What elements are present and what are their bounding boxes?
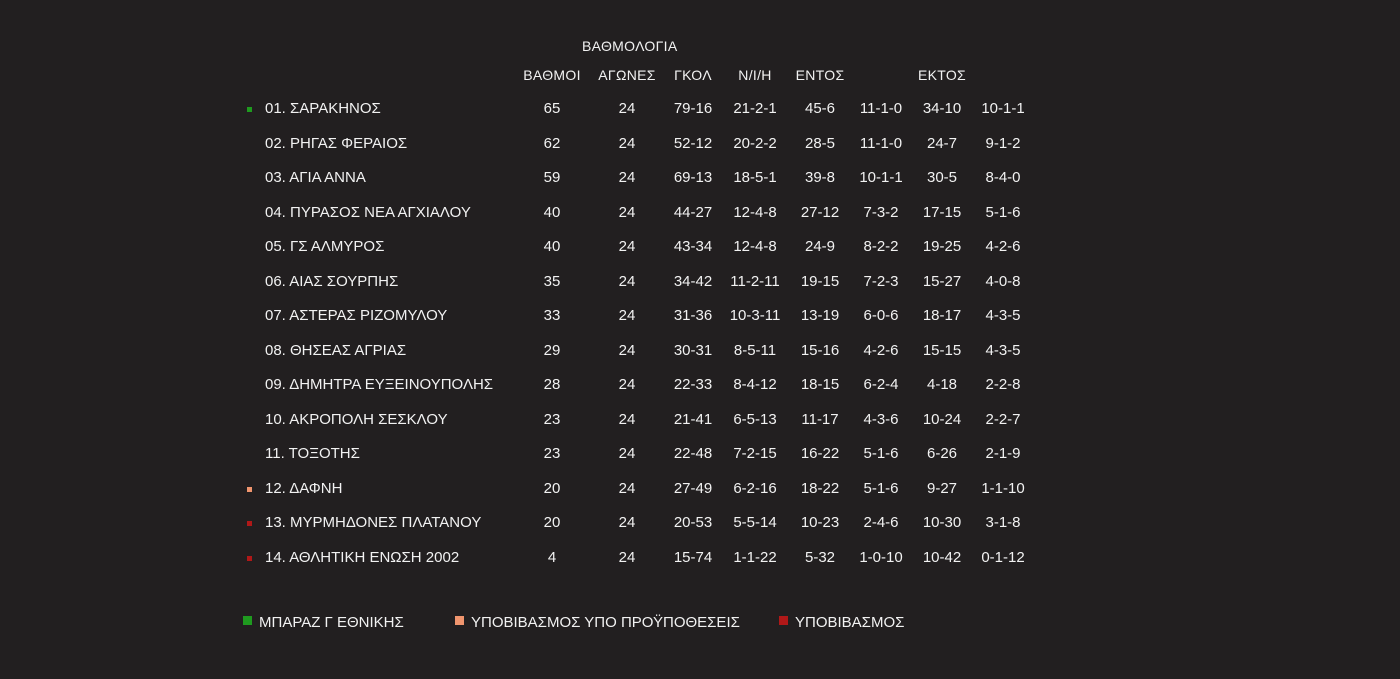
header-points: ΒΑΘΜΟΙ — [523, 67, 581, 83]
cell-points: 35 — [543, 272, 561, 290]
cell-team: 08. ΘΗΣΕΑΣ ΑΓΡΙΑΣ — [265, 341, 407, 359]
cell-home-wdl: 10-1-1 — [859, 169, 903, 186]
cell-team: 11. ΤΟΞΟΤΗΣ — [265, 445, 360, 462]
cell-points: 20 — [543, 514, 561, 531]
header-goals: ΓΚΟΛ — [674, 67, 712, 83]
cell-points: 33 — [543, 307, 561, 324]
cell-wdl: 10-3-11 — [729, 307, 781, 324]
cell-away-wdl: 4-2-6 — [985, 238, 1021, 255]
cell-wdl: 12-4-8 — [733, 203, 777, 221]
cell-away-goals: 34-10 — [922, 100, 962, 117]
table-row — [0, 376, 1400, 396]
cell-games: 24 — [618, 238, 636, 255]
standings-title: ΒΑΘΜΟΛΟΓΙΑ — [582, 38, 678, 54]
cell-away-wdl: 9-1-2 — [985, 134, 1021, 152]
cell-team: 10. ΑΚΡΟΠΟΛΗ ΣΕΣΚΛΟΥ — [265, 410, 448, 428]
cell-wdl: 5-5-14 — [733, 514, 777, 531]
cell-wdl: 7-2-15 — [733, 445, 777, 462]
cell-games: 24 — [618, 410, 636, 428]
cell-away-goals: 10-30 — [922, 514, 962, 531]
cell-away-goals: 15-15 — [922, 341, 962, 359]
cell-away-goals: 30-5 — [926, 169, 958, 186]
table-row — [0, 204, 1400, 224]
cell-team: 13. ΜΥΡΜΗΔΟΝΕΣ ΠΛΑΤΑΝΟΥ — [265, 514, 482, 531]
cell-team: 04. ΠΥΡΑΣΟΣ ΝΕΑ ΑΓΧΙΑΛΟΥ — [265, 203, 471, 221]
cell-home-wdl: 11-1-0 — [859, 134, 903, 152]
table-row — [0, 273, 1400, 293]
cell-goals: 31-36 — [673, 307, 713, 324]
cell-team: 12. ΔΑΦΝΗ — [265, 479, 343, 497]
cell-wdl: 20-2-2 — [733, 134, 777, 152]
cell-goals: 20-53 — [673, 514, 713, 531]
cell-away-goals: 24-7 — [926, 134, 958, 152]
cell-goals: 22-33 — [673, 376, 713, 393]
cell-away-wdl: 2-2-7 — [985, 410, 1021, 428]
table-row — [0, 411, 1400, 431]
cell-goals: 34-42 — [673, 272, 713, 290]
cell-team: 02. ΡΗΓΑΣ ΦΕΡΑΙΟΣ — [265, 134, 408, 152]
cell-points: 62 — [543, 134, 561, 152]
cell-home-wdl: 7-3-2 — [863, 203, 899, 221]
cell-home-wdl: 2-4-6 — [863, 514, 899, 531]
cell-away-goals: 19-25 — [922, 238, 962, 255]
cell-home-wdl: 7-2-3 — [863, 272, 899, 290]
cell-away-wdl: 10-1-1 — [981, 100, 1025, 117]
cell-team: 07. ΑΣΤΕΡΑΣ ΡΙΖΟΜΥΛΟΥ — [265, 307, 448, 324]
cell-away-wdl: 4-3-5 — [985, 307, 1021, 324]
cell-points: 65 — [543, 100, 561, 117]
cell-home-goals: 24-9 — [804, 238, 836, 255]
cell-games: 24 — [618, 203, 636, 221]
cell-home-goals: 19-15 — [800, 272, 840, 290]
cell-home-wdl: 6-0-6 — [863, 307, 899, 324]
cell-wdl: 11-2-11 — [730, 272, 780, 290]
table-row — [0, 169, 1400, 189]
cell-wdl: 6-5-13 — [733, 410, 777, 428]
cell-goals: 22-48 — [673, 445, 713, 462]
cell-home-goals: 15-16 — [800, 341, 840, 359]
header-home: ΕΝΤΟΣ — [795, 67, 845, 83]
cell-team: 14. ΑΘΛΗΤΙΚΗ ΕΝΩΣΗ 2002 — [265, 548, 460, 566]
table-row — [0, 135, 1400, 155]
cell-away-goals: 10-42 — [922, 548, 962, 566]
cell-team: 03. ΑΓΙΑ ΑΝΝΑ — [265, 169, 366, 186]
cell-games: 24 — [618, 376, 636, 393]
cell-wdl: 8-5-11 — [733, 341, 777, 359]
cell-away-wdl: 2-2-8 — [985, 376, 1021, 393]
cell-home-goals: 28-5 — [804, 134, 836, 152]
cell-games: 24 — [618, 100, 636, 117]
cell-home-goals: 11-17 — [801, 410, 839, 428]
cell-away-wdl: 1-1-10 — [981, 479, 1025, 497]
cell-goals: 21-41 — [673, 410, 713, 428]
status-marker — [247, 556, 252, 561]
cell-goals: 79-16 — [673, 100, 713, 117]
cell-points: 4 — [547, 548, 557, 566]
table-row — [0, 307, 1400, 327]
cell-team: 05. ΓΣ ΑΛΜΥΡΟΣ — [265, 238, 385, 255]
header-wdl: Ν/Ι/Η — [738, 67, 772, 83]
cell-home-wdl: 1-0-10 — [859, 548, 903, 566]
table-row — [0, 480, 1400, 500]
cell-away-goals: 6-26 — [926, 445, 958, 462]
cell-home-wdl: 5-1-6 — [863, 445, 899, 462]
legend-label: ΥΠΟΒΙΒΑΣΜΟΣ — [795, 614, 905, 631]
cell-away-wdl: 8-4-0 — [985, 169, 1021, 186]
cell-wdl: 18-5-1 — [733, 169, 777, 186]
cell-points: 28 — [543, 376, 561, 393]
cell-team: 01. ΣΑΡΑΚΗΝΟΣ — [265, 100, 381, 117]
table-row — [0, 445, 1400, 465]
header-games: ΑΓΩΝΕΣ — [598, 67, 656, 83]
header-away: ΕΚΤΟΣ — [917, 67, 967, 83]
table-row — [0, 100, 1400, 120]
cell-games: 24 — [618, 169, 636, 186]
cell-points: 20 — [543, 479, 561, 497]
cell-goals: 15-74 — [673, 548, 713, 566]
cell-wdl: 21-2-1 — [733, 100, 777, 117]
cell-goals: 44-27 — [673, 203, 713, 221]
cell-wdl: 1-1-22 — [733, 548, 777, 566]
cell-home-goals: 10-23 — [800, 514, 840, 531]
legend-label: ΥΠΟΒΙΒΑΣΜΟΣ ΥΠΟ ΠΡΟΫΠΟΘΕΣΕΙΣ — [471, 614, 740, 631]
cell-home-wdl: 8-2-2 — [863, 238, 899, 255]
cell-home-wdl: 11-1-0 — [859, 100, 903, 117]
status-marker — [247, 107, 252, 112]
cell-away-goals: 10-24 — [922, 410, 962, 428]
cell-home-goals: 18-22 — [800, 479, 840, 497]
cell-away-wdl: 5-1-6 — [985, 203, 1021, 221]
table-row — [0, 238, 1400, 258]
legend-swatch — [455, 616, 464, 625]
table-row — [0, 549, 1400, 569]
cell-away-wdl: 4-0-8 — [985, 272, 1021, 290]
cell-games: 24 — [618, 548, 636, 566]
cell-home-goals: 18-15 — [800, 376, 840, 393]
status-marker — [247, 487, 252, 492]
cell-home-goals: 39-8 — [804, 169, 836, 186]
cell-away-goals: 4-18 — [926, 376, 958, 393]
cell-home-goals: 13-19 — [800, 307, 840, 324]
cell-home-wdl: 4-2-6 — [863, 341, 899, 359]
cell-games: 24 — [618, 341, 636, 359]
cell-team: 06. ΑΙΑΣ ΣΟΥΡΠΗΣ — [265, 272, 399, 290]
cell-games: 24 — [618, 514, 636, 531]
cell-points: 23 — [543, 445, 561, 462]
cell-games: 24 — [618, 272, 636, 290]
cell-wdl: 8-4-12 — [733, 376, 777, 393]
cell-home-goals: 45-6 — [804, 100, 836, 117]
cell-away-goals: 18-17 — [922, 307, 962, 324]
cell-team: 09. ΔΗΜΗΤΡΑ ΕΥΞΕΙΝΟΥΠΟΛΗΣ — [265, 376, 494, 393]
legend-swatch — [243, 616, 252, 625]
cell-games: 24 — [618, 307, 636, 324]
table-row — [0, 342, 1400, 362]
cell-games: 24 — [618, 134, 636, 152]
cell-points: 40 — [543, 203, 561, 221]
cell-wdl: 6-2-16 — [733, 479, 777, 497]
cell-games: 24 — [618, 445, 636, 462]
cell-points: 29 — [543, 341, 561, 359]
legend-swatch — [779, 616, 788, 625]
cell-goals: 69-13 — [673, 169, 713, 186]
cell-goals: 30-31 — [673, 341, 713, 359]
cell-points: 23 — [543, 410, 561, 428]
cell-wdl: 12-4-8 — [733, 238, 777, 255]
cell-away-wdl: 4-3-5 — [985, 341, 1021, 359]
table-row — [0, 514, 1400, 534]
cell-home-goals: 27-12 — [800, 203, 840, 221]
cell-away-wdl: 3-1-8 — [985, 514, 1021, 531]
cell-home-wdl: 5-1-6 — [863, 479, 899, 497]
cell-home-wdl: 6-2-4 — [863, 376, 899, 393]
cell-away-goals: 15-27 — [922, 272, 962, 290]
cell-home-goals: 5-32 — [804, 548, 836, 566]
legend-label: ΜΠΑΡΑΖ Γ ΕΘΝΙΚΗΣ — [259, 614, 404, 631]
cell-games: 24 — [618, 479, 636, 497]
cell-points: 40 — [543, 238, 561, 255]
cell-goals: 52-12 — [673, 134, 713, 152]
cell-home-wdl: 4-3-6 — [863, 410, 899, 428]
cell-away-wdl: 0-1-12 — [981, 548, 1025, 566]
cell-points: 59 — [543, 169, 561, 186]
cell-home-goals: 16-22 — [800, 445, 840, 462]
cell-goals: 27-49 — [673, 479, 713, 497]
cell-away-wdl: 2-1-9 — [985, 445, 1021, 462]
cell-goals: 43-34 — [673, 238, 713, 255]
status-marker — [247, 521, 252, 526]
cell-away-goals: 9-27 — [926, 479, 958, 497]
cell-away-goals: 17-15 — [922, 203, 962, 221]
